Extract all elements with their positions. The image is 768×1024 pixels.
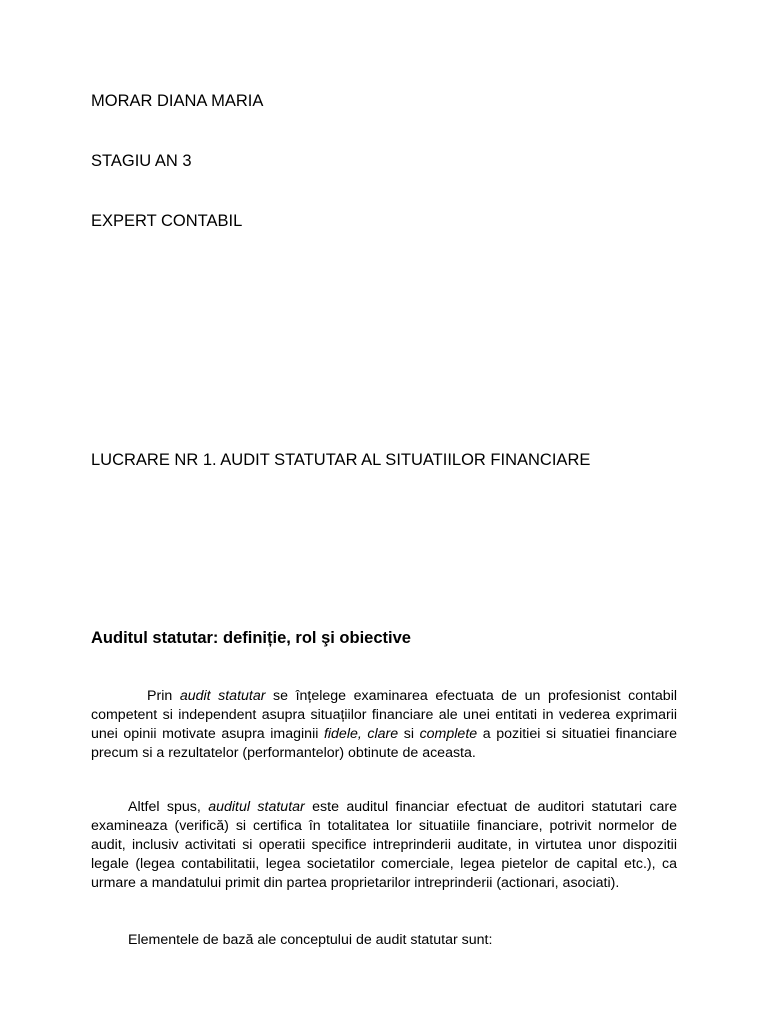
paragraph-text: este auditul financiar efectuat de auditori statutari care examineaza (verifică) si certifica în totalitatea lor situatiile financiare, potrivit normelor de audit, inclusiv activitati si operatii specifice intreprinderii auditate, in virtutea unor dispozitii legale (legea contabilitatii, legea societatilor comerciale, legea pietelor de capital etc.), ca urmare a mandatului primit din partea proprietarilor intreprinderii (actionari, asociati).: [91, 799, 677, 891]
stage-year: STAGIU AN 3: [91, 152, 192, 170]
paragraph-text: Elementele de bază ale conceptului de audit statutar sunt:: [128, 932, 493, 948]
paragraph-text: se înțelege examinarea efectuata de un profesionist contabil competent si independent asupra situațiilor financiare ale unei entitati in vederea exprimarii unei opinii motivate asupra imaginii: [91, 688, 678, 742]
paragraph-text: Prin: [147, 688, 180, 704]
paragraph-text: a pozitiei si situatiei financiare precum si a rezultatelor (performantelor) obtinute de aceasta.: [91, 726, 677, 761]
section-heading: Auditul statutar: definiție, rol şi obiective: [91, 629, 411, 647]
emphasis-term: fidele, clare: [323, 726, 399, 742]
emphasis-term: complete: [419, 726, 478, 742]
profession: EXPERT CONTABIL: [91, 212, 243, 230]
emphasis-term: auditul statutar: [208, 799, 305, 815]
paragraph-alternative: [91, 798, 677, 893]
emphasis-term: audit statutar: [179, 688, 266, 704]
paragraph-text: si: [398, 726, 420, 742]
author-name: MORAR DIANA MARIA: [91, 92, 264, 110]
paragraph-text: Altfel spus,: [128, 799, 209, 815]
paragraph-elements-intro: [91, 931, 677, 950]
document-title: LUCRARE NR 1. AUDIT STATUTAR AL SITUATIILOR FINANCIARE: [91, 451, 591, 469]
paragraph-definition: [91, 687, 677, 763]
